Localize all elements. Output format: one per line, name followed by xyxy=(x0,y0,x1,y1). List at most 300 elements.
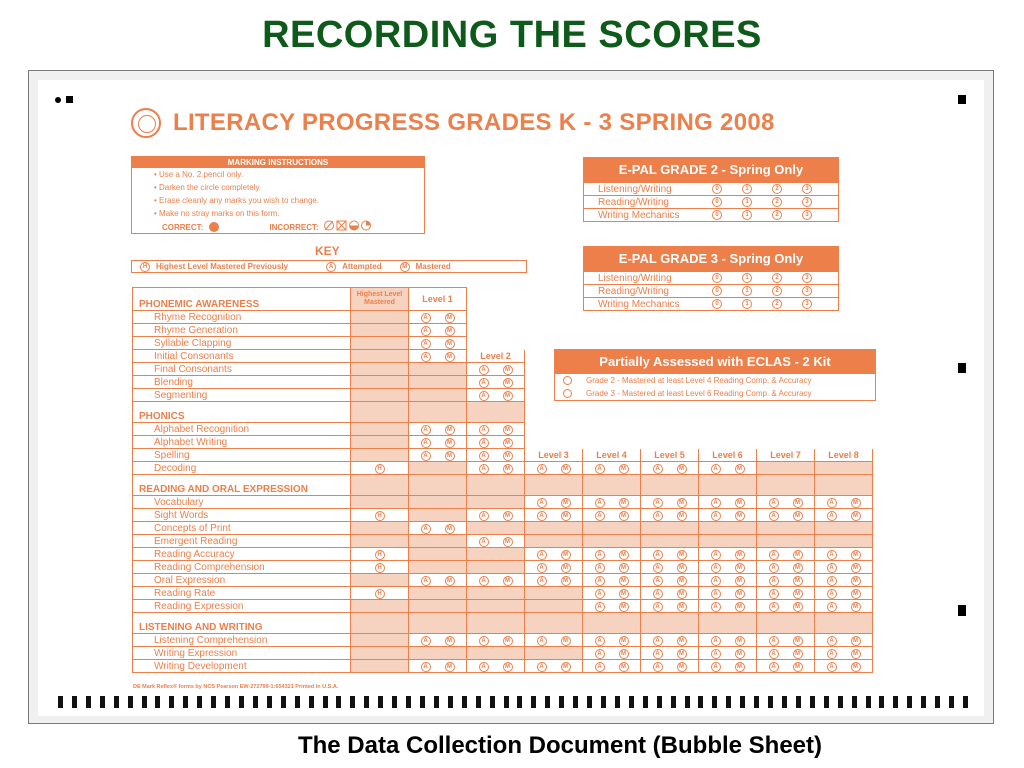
attempted-bubble[interactable]: A xyxy=(653,576,663,586)
attempted-bubble[interactable]: A xyxy=(479,537,489,547)
level-cell xyxy=(525,535,583,548)
level-cell xyxy=(467,587,525,600)
mastered-bubble[interactable]: M xyxy=(619,662,629,672)
attempted-bubble[interactable]: A xyxy=(827,576,837,586)
mastered-bubble[interactable]: M xyxy=(851,563,861,573)
score-bubble[interactable]: 1 xyxy=(742,184,752,194)
attempted-bubble[interactable]: A xyxy=(769,589,779,599)
highest-level-cell xyxy=(351,376,409,389)
level-cell xyxy=(699,462,757,475)
mastered-bubble[interactable]: M xyxy=(677,563,687,573)
level-header: Level 5 xyxy=(641,449,699,462)
timing-mark xyxy=(531,696,536,708)
mastered-bubble[interactable]: M xyxy=(677,636,687,646)
attempted-bubble[interactable]: A xyxy=(595,589,605,599)
grid-cell xyxy=(467,475,525,496)
attempted-bubble[interactable]: A xyxy=(595,550,605,560)
row-label: Initial Consonants xyxy=(133,350,351,363)
mastered-bubble[interactable]: M xyxy=(735,464,745,474)
slide-title: RECORDING THE SCORES xyxy=(262,14,762,56)
score-bubble[interactable]: 2 xyxy=(772,273,782,283)
level-cell xyxy=(641,337,699,350)
section-header-row xyxy=(133,288,873,311)
attempted-bubble[interactable]: A xyxy=(827,589,837,599)
grid-cell xyxy=(641,288,699,311)
timing-mark xyxy=(559,696,564,708)
timing-mark xyxy=(685,696,690,708)
mastered-bubble[interactable]: M xyxy=(735,563,745,573)
mastered-bubble[interactable]: M xyxy=(561,511,571,521)
mastered-bubble[interactable]: M xyxy=(445,636,455,646)
level-cell xyxy=(815,561,873,574)
mastered-bubble[interactable]: M xyxy=(851,576,861,586)
key-mastered-bubble: M xyxy=(400,262,410,272)
attempted-bubble[interactable]: A xyxy=(479,576,489,586)
attempted-bubble[interactable]: A xyxy=(537,464,547,474)
mastered-bubble[interactable]: M xyxy=(503,636,513,646)
score-bubble[interactable]: 2 xyxy=(772,197,782,207)
timing-mark xyxy=(601,696,606,708)
mastered-bubble[interactable]: M xyxy=(851,589,861,599)
attempted-bubble[interactable]: A xyxy=(421,313,431,323)
attempted-bubble[interactable]: A xyxy=(711,649,721,659)
level-cell xyxy=(757,522,815,535)
attempted-bubble[interactable]: A xyxy=(479,391,489,401)
mastered-bubble[interactable]: M xyxy=(561,498,571,508)
mastered-bubble[interactable]: M xyxy=(677,550,687,560)
score-bubble[interactable]: 1 xyxy=(742,299,752,309)
mastered-bubble[interactable]: M xyxy=(445,451,455,461)
level-cell xyxy=(467,522,525,535)
level-cell xyxy=(409,660,467,673)
level-cell xyxy=(525,647,583,660)
score-bubble[interactable]: 0 xyxy=(712,184,722,194)
mastered-bubble[interactable]: M xyxy=(445,352,455,362)
mastered-bubble[interactable]: M xyxy=(735,589,745,599)
level-cell xyxy=(815,376,873,389)
timing-mark xyxy=(698,696,703,708)
attempted-bubble[interactable]: A xyxy=(711,589,721,599)
attempted-bubble[interactable]: A xyxy=(653,662,663,672)
mastered-bubble[interactable]: M xyxy=(735,576,745,586)
mastered-bubble[interactable]: M xyxy=(561,563,571,573)
grid-cell xyxy=(641,613,699,634)
score-bubble[interactable]: 0 xyxy=(712,286,722,296)
attempted-bubble[interactable]: A xyxy=(595,511,605,521)
mastered-bubble[interactable]: M xyxy=(851,649,861,659)
highest-level-cell xyxy=(351,561,409,574)
level-cell xyxy=(583,509,641,522)
previously-mastered-bubble[interactable]: H xyxy=(375,563,385,573)
attempted-bubble[interactable]: A xyxy=(827,602,837,612)
timing-mark xyxy=(295,696,300,708)
mastered-bubble[interactable]: M xyxy=(445,326,455,336)
attempted-bubble[interactable]: A xyxy=(653,563,663,573)
row-label: Rhyme Recognition xyxy=(133,311,351,324)
mastered-bubble[interactable]: M xyxy=(793,498,803,508)
mastered-bubble[interactable]: M xyxy=(735,511,745,521)
attempted-bubble[interactable]: A xyxy=(421,339,431,349)
mastered-bubble[interactable]: M xyxy=(503,425,513,435)
attempted-bubble[interactable]: A xyxy=(711,563,721,573)
mastered-bubble[interactable]: M xyxy=(561,576,571,586)
mastered-bubble[interactable]: M xyxy=(619,636,629,646)
grid-cell xyxy=(409,613,467,634)
attempted-bubble[interactable]: A xyxy=(479,438,489,448)
level-cell xyxy=(583,548,641,561)
attempted-bubble[interactable]: A xyxy=(827,550,837,560)
mastered-bubble[interactable]: M xyxy=(677,511,687,521)
registration-mark xyxy=(958,363,966,373)
level-cell xyxy=(815,647,873,660)
mastered-bubble[interactable]: M xyxy=(619,498,629,508)
grid-cell xyxy=(583,288,641,311)
attempted-bubble[interactable]: A xyxy=(537,498,547,508)
attempted-bubble[interactable]: A xyxy=(653,602,663,612)
level-cell xyxy=(583,462,641,475)
mastered-bubble[interactable]: M xyxy=(503,391,513,401)
grid-cell xyxy=(699,613,757,634)
epal-grade3-title: E-PAL GRADE 3 - Spring Only xyxy=(584,247,838,271)
score-bubble[interactable]: 3 xyxy=(802,210,812,220)
level-cell xyxy=(467,509,525,522)
row-label: Reading Comprehension xyxy=(133,561,351,574)
attempted-bubble[interactable]: A xyxy=(479,425,489,435)
highest-level-cell xyxy=(351,647,409,660)
mastered-bubble[interactable]: M xyxy=(561,550,571,560)
score-bubble[interactable]: 3 xyxy=(802,197,812,207)
attempted-bubble[interactable]: A xyxy=(769,649,779,659)
attempted-bubble[interactable]: A xyxy=(421,576,431,586)
level-cell xyxy=(641,647,699,660)
level-cell xyxy=(467,574,525,587)
attempted-bubble[interactable]: A xyxy=(595,636,605,646)
level-cell xyxy=(699,509,757,522)
attempted-bubble[interactable]: A xyxy=(827,636,837,646)
score-bubble[interactable]: 1 xyxy=(742,197,752,207)
mastered-bubble[interactable]: M xyxy=(735,649,745,659)
level-cell xyxy=(815,496,873,509)
attempted-bubble[interactable]: A xyxy=(537,550,547,560)
level-cell xyxy=(525,660,583,673)
marking-instructions-title: MARKING INSTRUCTIONS xyxy=(132,157,424,168)
mastered-bubble[interactable]: M xyxy=(793,589,803,599)
attempted-bubble[interactable]: A xyxy=(421,425,431,435)
attempted-bubble[interactable]: A xyxy=(827,511,837,521)
attempted-bubble[interactable]: A xyxy=(769,662,779,672)
level-cell xyxy=(757,337,815,350)
mastered-bubble[interactable]: M xyxy=(677,576,687,586)
attempted-bubble[interactable]: A xyxy=(711,602,721,612)
mastered-bubble[interactable]: M xyxy=(561,662,571,672)
mastered-bubble[interactable]: M xyxy=(445,438,455,448)
previously-mastered-bubble[interactable]: H xyxy=(375,511,385,521)
attempted-bubble[interactable]: A xyxy=(595,602,605,612)
timing-mark xyxy=(378,696,383,708)
mastered-bubble[interactable]: M xyxy=(619,649,629,659)
level-cell xyxy=(815,363,873,376)
score-bubble[interactable]: 1 xyxy=(742,286,752,296)
attempted-bubble[interactable]: A xyxy=(537,662,547,672)
mastered-bubble[interactable]: M xyxy=(677,589,687,599)
attempted-bubble[interactable]: A xyxy=(537,563,547,573)
attempted-bubble[interactable]: A xyxy=(711,662,721,672)
score-bubble[interactable]: 0 xyxy=(712,210,722,220)
mastered-bubble[interactable]: M xyxy=(793,636,803,646)
mastered-bubble[interactable]: M xyxy=(793,662,803,672)
mastered-bubble[interactable]: M xyxy=(851,511,861,521)
attempted-bubble[interactable]: A xyxy=(595,649,605,659)
attempted-bubble[interactable]: A xyxy=(711,636,721,646)
mastered-bubble[interactable]: M xyxy=(619,576,629,586)
mastered-bubble[interactable]: M xyxy=(503,537,513,547)
level-cell xyxy=(641,600,699,613)
attempted-bubble[interactable]: A xyxy=(421,662,431,672)
score-bubble[interactable]: 3 xyxy=(802,299,812,309)
mastered-bubble[interactable]: M xyxy=(619,550,629,560)
mastered-bubble[interactable]: M xyxy=(851,662,861,672)
attempted-bubble[interactable]: A xyxy=(421,636,431,646)
attempted-bubble[interactable]: A xyxy=(537,636,547,646)
timing-mark xyxy=(406,696,411,708)
mastered-bubble[interactable]: M xyxy=(677,464,687,474)
mastered-bubble[interactable]: M xyxy=(619,589,629,599)
mastered-bubble[interactable]: M xyxy=(793,576,803,586)
highest-level-cell xyxy=(351,337,409,350)
level-cell xyxy=(409,423,467,436)
mastered-bubble[interactable]: M xyxy=(445,313,455,323)
mastered-bubble[interactable]: M xyxy=(793,602,803,612)
level-cell xyxy=(583,324,641,337)
registration-mark xyxy=(958,605,966,616)
level-cell xyxy=(815,311,873,324)
mastered-bubble[interactable]: M xyxy=(851,602,861,612)
level-cell xyxy=(583,647,641,660)
attempted-bubble[interactable]: A xyxy=(769,498,779,508)
mastered-bubble[interactable]: M xyxy=(445,662,455,672)
level-cell xyxy=(583,350,641,363)
mastered-bubble[interactable]: M xyxy=(503,438,513,448)
mastered-bubble[interactable]: M xyxy=(445,576,455,586)
score-bubble[interactable]: 0 xyxy=(712,197,722,207)
attempted-bubble[interactable]: A xyxy=(653,464,663,474)
incorrect-label: INCORRECT: xyxy=(269,222,319,232)
attempted-bubble[interactable]: A xyxy=(595,464,605,474)
level-cell xyxy=(757,436,815,449)
score-bubble[interactable]: 3 xyxy=(802,273,812,283)
score-bubble[interactable]: 2 xyxy=(772,299,782,309)
level-cell xyxy=(583,423,641,436)
level-cell xyxy=(525,600,583,613)
row-label: Segmenting xyxy=(133,389,351,402)
grid-row xyxy=(133,363,873,376)
mastered-bubble[interactable]: M xyxy=(793,511,803,521)
attempted-bubble[interactable]: A xyxy=(421,326,431,336)
grid-row xyxy=(133,376,873,389)
previously-mastered-bubble[interactable]: H xyxy=(375,550,385,560)
attempted-bubble[interactable]: A xyxy=(479,451,489,461)
mastered-bubble[interactable]: M xyxy=(503,365,513,375)
timing-mark xyxy=(323,696,328,708)
grid-cell xyxy=(815,288,873,311)
level-cell xyxy=(815,574,873,587)
mastered-bubble[interactable]: M xyxy=(619,602,629,612)
mastered-bubble[interactable]: M xyxy=(561,464,571,474)
mastered-bubble[interactable]: M xyxy=(793,649,803,659)
attempted-bubble[interactable]: A xyxy=(479,378,489,388)
mastered-bubble[interactable]: M xyxy=(735,550,745,560)
epal-row-label: Writing Mechanics xyxy=(598,298,680,310)
attempted-bubble[interactable]: A xyxy=(827,563,837,573)
mastered-bubble[interactable]: M xyxy=(677,602,687,612)
attempted-bubble[interactable]: A xyxy=(479,636,489,646)
score-bubble[interactable]: 3 xyxy=(802,286,812,296)
attempted-bubble[interactable]: A xyxy=(653,649,663,659)
attempted-bubble[interactable]: A xyxy=(653,550,663,560)
attempted-bubble[interactable]: A xyxy=(595,662,605,672)
mastered-bubble[interactable]: M xyxy=(503,464,513,474)
row-label: Decoding xyxy=(133,462,351,475)
attempted-bubble[interactable]: A xyxy=(711,511,721,521)
highest-level-cell xyxy=(351,389,409,402)
mastered-bubble[interactable]: M xyxy=(619,464,629,474)
level-cell xyxy=(815,389,873,402)
mastered-bubble[interactable]: M xyxy=(503,576,513,586)
mastered-bubble[interactable]: M xyxy=(851,636,861,646)
mastered-bubble[interactable]: M xyxy=(793,563,803,573)
attempted-bubble[interactable]: A xyxy=(595,576,605,586)
score-bubble[interactable]: 2 xyxy=(772,210,782,220)
attempted-bubble[interactable]: A xyxy=(711,464,721,474)
attempted-bubble[interactable]: A xyxy=(421,451,431,461)
timing-mark xyxy=(72,696,77,708)
score-bubble[interactable]: 3 xyxy=(802,184,812,194)
attempted-bubble[interactable]: A xyxy=(479,511,489,521)
previously-mastered-bubble[interactable]: H xyxy=(375,464,385,474)
highest-level-cell xyxy=(351,535,409,548)
grid-cell xyxy=(525,613,583,634)
mastered-bubble[interactable]: M xyxy=(619,563,629,573)
timing-mark xyxy=(155,696,160,708)
mastered-bubble[interactable]: M xyxy=(735,498,745,508)
level-cell xyxy=(699,535,757,548)
grid-cell xyxy=(583,475,641,496)
mastered-bubble[interactable]: M xyxy=(735,636,745,646)
attempted-bubble[interactable]: A xyxy=(537,511,547,521)
attempted-bubble[interactable]: A xyxy=(827,649,837,659)
attempted-bubble[interactable]: A xyxy=(421,438,431,448)
seal-logo xyxy=(131,108,161,138)
level-cell xyxy=(641,436,699,449)
mastered-bubble[interactable]: M xyxy=(503,662,513,672)
mastered-bubble[interactable]: M xyxy=(561,636,571,646)
grid-cell xyxy=(815,475,873,496)
mastered-bubble[interactable]: M xyxy=(793,550,803,560)
mastered-bubble[interactable]: M xyxy=(445,425,455,435)
level-cell xyxy=(409,509,467,522)
attempted-bubble[interactable]: A xyxy=(711,550,721,560)
attempted-bubble[interactable]: A xyxy=(653,498,663,508)
level-cell xyxy=(815,337,873,350)
level-header: Level 3 xyxy=(525,449,583,462)
mastered-bubble[interactable]: M xyxy=(503,378,513,388)
grid-cell xyxy=(409,475,467,496)
mastered-bubble[interactable]: M xyxy=(735,602,745,612)
mastered-bubble[interactable]: M xyxy=(677,498,687,508)
attempted-bubble[interactable]: A xyxy=(653,511,663,521)
attempted-bubble[interactable]: A xyxy=(827,662,837,672)
highest-level-cell xyxy=(351,522,409,535)
score-bubble[interactable]: 1 xyxy=(742,273,752,283)
row-label: Rhyme Generation xyxy=(133,324,351,337)
mastered-bubble[interactable]: M xyxy=(503,511,513,521)
attempted-bubble[interactable]: A xyxy=(537,576,547,586)
attempted-bubble[interactable]: A xyxy=(479,464,489,474)
attempted-bubble[interactable]: A xyxy=(711,498,721,508)
attempted-bubble[interactable]: A xyxy=(769,636,779,646)
attempted-bubble[interactable]: A xyxy=(653,589,663,599)
timing-mark xyxy=(657,696,662,708)
level-cell xyxy=(409,376,467,389)
previously-mastered-bubble[interactable]: H xyxy=(375,589,385,599)
level-cell xyxy=(699,522,757,535)
attempted-bubble[interactable]: A xyxy=(711,576,721,586)
attempted-bubble[interactable]: A xyxy=(769,550,779,560)
attempted-bubble[interactable]: A xyxy=(479,365,489,375)
level-cell xyxy=(641,462,699,475)
section-title: PHONEMIC AWARENESS xyxy=(133,288,351,311)
timing-mark xyxy=(281,696,286,708)
attempted-bubble[interactable]: A xyxy=(595,563,605,573)
attempted-bubble[interactable]: A xyxy=(421,352,431,362)
epal-row xyxy=(584,271,838,284)
timing-mark xyxy=(545,696,550,708)
grid-row xyxy=(133,423,873,436)
attempted-bubble[interactable]: A xyxy=(479,662,489,672)
mastered-bubble[interactable]: M xyxy=(503,451,513,461)
attempted-bubble[interactable]: A xyxy=(769,576,779,586)
attempted-bubble[interactable]: A xyxy=(653,636,663,646)
key-attempted-label: Attempted xyxy=(342,262,382,271)
attempted-bubble[interactable]: A xyxy=(595,498,605,508)
mastered-bubble[interactable]: M xyxy=(619,511,629,521)
attempted-bubble[interactable]: A xyxy=(827,498,837,508)
mastered-bubble[interactable]: M xyxy=(851,498,861,508)
attempted-bubble[interactable]: A xyxy=(769,602,779,612)
attempted-bubble[interactable]: A xyxy=(769,563,779,573)
mastered-bubble[interactable]: M xyxy=(677,662,687,672)
mastered-bubble[interactable]: M xyxy=(445,339,455,349)
mastered-bubble[interactable]: M xyxy=(677,649,687,659)
mastered-bubble[interactable]: M xyxy=(851,550,861,560)
level-cell xyxy=(467,660,525,673)
level-cell xyxy=(757,574,815,587)
row-label: Reading Expression xyxy=(133,600,351,613)
score-bubble[interactable]: 0 xyxy=(712,273,722,283)
score-bubble[interactable]: 2 xyxy=(772,184,782,194)
attempted-bubble[interactable]: A xyxy=(421,524,431,534)
timing-mark xyxy=(267,696,272,708)
mastered-bubble[interactable]: M xyxy=(445,524,455,534)
score-bubble[interactable]: 2 xyxy=(772,286,782,296)
mastered-bubble[interactable]: M xyxy=(735,662,745,672)
attempted-bubble[interactable]: A xyxy=(769,511,779,521)
level-cell xyxy=(699,600,757,613)
timing-mark xyxy=(239,696,244,708)
grid-cell xyxy=(815,613,873,634)
score-bubble[interactable]: 0 xyxy=(712,299,722,309)
score-bubble[interactable]: 1 xyxy=(742,210,752,220)
